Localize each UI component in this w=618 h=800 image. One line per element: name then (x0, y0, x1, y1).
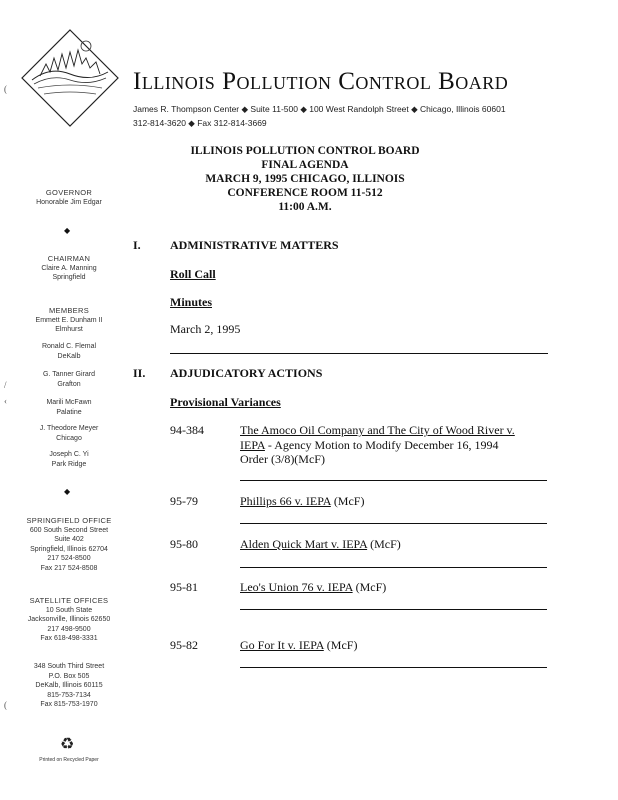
punch-mark: ( (4, 84, 7, 94)
office-line: Fax 217 524-8508 (40, 564, 98, 572)
minutes-heading: Minutes (170, 295, 212, 309)
agenda-header-board: ILLINOIS POLLUTION CONTROL BOARD (190, 145, 420, 157)
sidebar-member (14, 342, 124, 361)
section-title: ADMINISTRATIVE MATTERS (170, 238, 339, 252)
governor-label: GOVERNOR (45, 188, 93, 197)
office-line: P.O. Box 505 (48, 672, 90, 680)
case-title-linked: Phillips 66 v. IEPA (240, 494, 331, 508)
sidebar-members (14, 306, 124, 335)
case-title-linked: Leo's Union 76 v. IEPA (240, 580, 353, 594)
member-city: DeKalb (57, 352, 81, 360)
case-title-linked: The Amoco Oil Company and The City of Wood River v. (240, 423, 515, 437)
board-name: Illinois Pollution Control Board (133, 68, 509, 95)
case-number: 95-80 (170, 537, 198, 551)
sidebar-springfield-office (14, 516, 124, 573)
chairman-city: Springfield (52, 274, 86, 281)
case-title-linked: IEPA (240, 437, 265, 452)
office-line: 217 498-9500 (47, 625, 91, 633)
case-title-rest: Order (3/8)(McF) (240, 452, 325, 466)
punch-mark: ( (4, 700, 7, 710)
section-number: II. (133, 366, 146, 380)
section-number: I. (133, 238, 141, 252)
board-logo-icon (20, 28, 120, 128)
divider (240, 667, 547, 668)
springfield-label: SPRINGFIELD OFFICE (26, 516, 112, 525)
case-title-rest: (McF) (330, 494, 365, 508)
provisional-variances-heading: Provisional Variances (170, 395, 281, 409)
sidebar-chairman (14, 254, 124, 283)
minutes-date: March 2, 1995 (170, 322, 241, 336)
case-number: 94-384 (170, 423, 204, 437)
divider (240, 523, 547, 524)
office-line: 600 South Second Street (29, 526, 109, 534)
office-line: Suite 402 (54, 536, 84, 543)
case-number: 95-79 (170, 494, 198, 508)
agenda-header-room: CONFERENCE ROOM 11-512 (227, 187, 383, 199)
sidebar-satellite-offices (14, 596, 124, 644)
governor-name: Honorable Jim Edgar (36, 198, 102, 206)
case-title-rest: (McF) (367, 537, 401, 551)
case-title (240, 638, 540, 653)
punch-mark: / (4, 380, 7, 390)
office-line: Springfield, Illinois 62704 (30, 545, 108, 553)
member-name: J. Theodore Meyer (39, 425, 99, 432)
office-line: 10 South State (45, 606, 93, 614)
sidebar-member (14, 424, 124, 443)
divider (240, 609, 547, 610)
agenda-header-type: FINAL AGENDA (261, 159, 349, 171)
diamond-bullet-icon: ◆ (64, 226, 71, 235)
case-title-rest: - Agency Motion to Modify December 16, 1994 (264, 437, 499, 452)
address-line: James R. Thompson Center ◆ Suite 11-500 ◆ 100 West Randolph Street ◆ Chicago, Illinois 60601 (133, 104, 506, 114)
office-line: DeKalb, Illinois 60115 (35, 682, 103, 689)
agenda-header (170, 144, 440, 214)
punch-mark: ‹ (4, 396, 7, 406)
diamond-bullet-icon: ◆ (64, 487, 71, 496)
chairman-label: CHAIRMAN (47, 254, 91, 263)
divider (240, 480, 547, 481)
chairman-name: Claire A. Manning (41, 264, 97, 272)
phone-line: 312-814-3620 ◆ Fax 312-814-3669 (133, 118, 267, 128)
sidebar-governor (14, 188, 124, 207)
case-title-linked: Alden Quick Mart v. IEPA (240, 537, 368, 551)
satellite-label: SATELLITE OFFICES (29, 596, 109, 605)
recycle-icon: ♻ (60, 736, 75, 753)
case-title-linked: Go For It v. IEPA (240, 638, 324, 652)
office-line: 815-753-7134 (47, 691, 91, 699)
sidebar-member (14, 398, 124, 417)
member-name: G. Tanner Girard (42, 371, 95, 378)
member-city: Palatine (56, 408, 82, 416)
sidebar-satellite-offices-2 (14, 662, 124, 710)
office-line: Fax 815-753-1970 (40, 701, 98, 708)
members-label: MEMBERS (48, 306, 90, 315)
case-number: 95-81 (170, 580, 198, 594)
case-title (240, 537, 540, 552)
case-title-rest: (McF) (352, 580, 387, 594)
office-line: 348 South Third Street (33, 663, 105, 670)
case-number: 95-82 (170, 638, 198, 652)
recycled-note: Printed on Recycled Paper (39, 757, 99, 763)
agenda-header-time: 11:00 A.M. (278, 201, 332, 213)
member-city: Elmhurst (55, 326, 83, 333)
sidebar-member (14, 370, 124, 389)
case-title (240, 423, 540, 467)
case-title (240, 580, 540, 595)
office-line: 217 524-8500 (47, 555, 91, 562)
member-name: Joseph C. Yi (49, 451, 89, 458)
office-line: Fax 618-498-3331 (40, 635, 98, 642)
member-name: Ronald C. Flemal (41, 343, 97, 350)
divider (170, 353, 548, 354)
case-title (240, 494, 540, 509)
case-title-rest: (McF) (323, 638, 358, 652)
office-line: Jacksonville, Illinois 62650 (27, 616, 111, 623)
member-city: Chicago (56, 434, 82, 442)
member-city: Grafton (57, 380, 81, 388)
agenda-header-date: MARCH 9, 1995 CHICAGO, ILLINOIS (205, 173, 405, 185)
divider (240, 567, 547, 568)
roll-call-heading: Roll Call (170, 267, 216, 281)
sidebar-member (14, 450, 124, 469)
member-name: Marili McFawn (46, 399, 92, 406)
member-name: Emmett E. Dunham II (35, 316, 103, 324)
member-city: Park Ridge (51, 460, 87, 468)
section-title: ADJUDICATORY ACTIONS (170, 366, 323, 380)
